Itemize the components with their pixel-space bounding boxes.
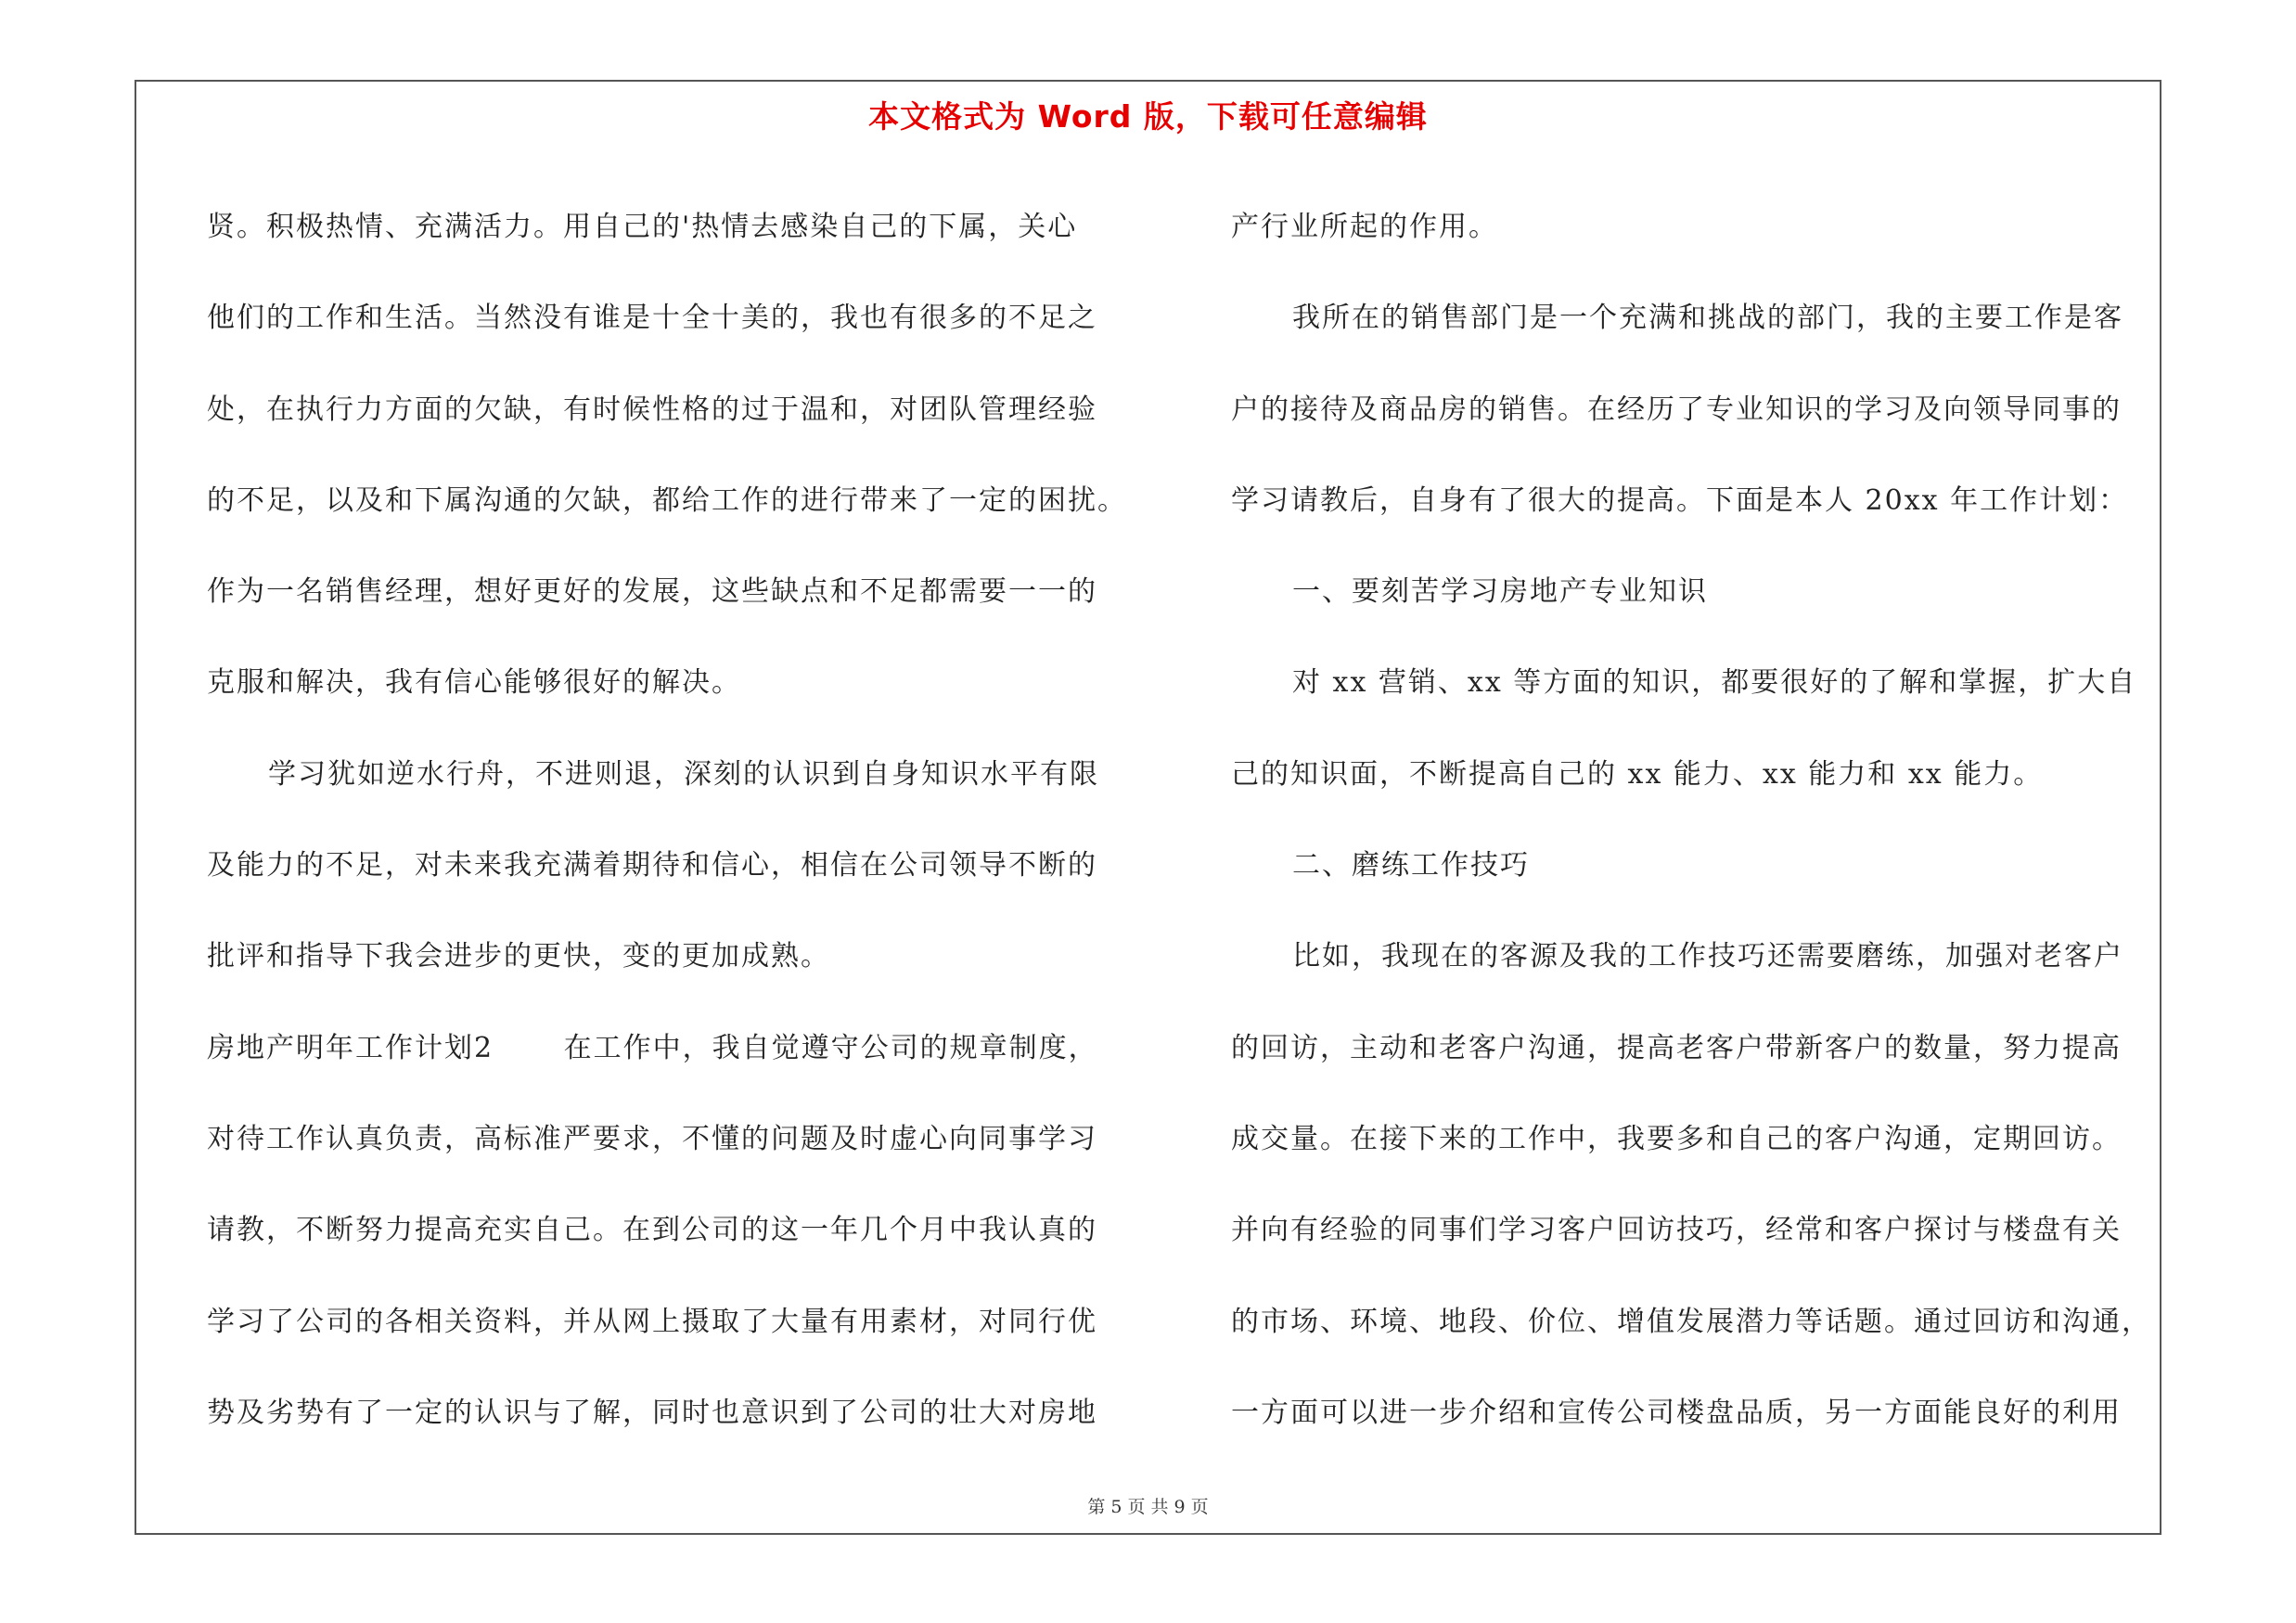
section-heading-line: 一、要刻苦学习房地产专业知识 [1292,575,1708,609]
paragraph-line: 贤。积极热情、充满活力。用自己的'热情去感染自己的下属，关心 [207,211,1078,243]
paragraph-line: 请教，不断努力提高充实自己。在到公司的这一年几个月中我认真的 [207,1214,1097,1247]
paragraph-line: 产行业所起的作用。 [1231,211,1498,243]
section-heading-line: 房地产明年工作计划2 在工作中，我自觉遵守公司的规章制度， [207,1031,1098,1064]
paragraph-line: 学习犹如逆水行舟，不进则退，深刻的认识到自身知识水平有限 [268,757,1099,791]
paragraph-line: 比如，我现在的客源及我的工作技巧还需要磨练，加强对老客户 [1292,940,2123,973]
paragraph-line: 成交量。在接下来的工作中，我要多和自己的客户沟通，定期回访。 [1231,1122,2122,1155]
page-number-footer: 第 5 页 共 9 页 [1087,1497,1209,1517]
paragraph-line: 我所在的销售部门是一个充满和挑战的部门，我的主要工作是客 [1292,302,2123,335]
paragraph-line: 学习了公司的各相关资料，并从网上摄取了大量有用素材，对同行优 [207,1305,1097,1338]
paragraph-line: 处，在执行力方面的欠缺，有时候性格的过于温和，对团队管理经验 [207,393,1097,426]
paragraph-line: 己的知识面，不断提高自己的 xx 能力、xx 能力和 xx 能力。 [1231,757,2044,791]
paragraph-line: 批评和指导下我会进步的更快，变的更加成熟。 [207,940,830,973]
paragraph-line: 势及劣势有了一定的认识与了解，同时也意识到了公司的壮大对房地 [207,1396,1097,1429]
right-text-column [1231,182,2173,1459]
paragraph-line: 对待工作认真负责，高标准严要求，不懂的问题及时虚心向同事学习 [207,1122,1097,1155]
paragraph-line: 的不足，以及和下属沟通的欠缺，都给工作的进行带来了一定的困扰。 [207,483,1127,517]
paragraph-line: 并向有经验的同事们学习客户回访技巧，经常和客户探讨与楼盘有关 [1231,1214,2122,1247]
left-text-column [207,182,1153,1459]
paragraph-line: 户的接待及商品房的销售。在经历了专业知识的学习及向领导同事的 [1231,393,2122,426]
paragraph-line: 的市场、环境、地段、价位、增值发展潜力等话题。通过回访和沟通， [1231,1305,2151,1338]
paragraph-line: 他们的工作和生活。当然没有谁是十全十美的，我也有很多的不足之 [207,302,1097,335]
format-banner: 本文格式为 Word 版，下载可任意编辑 [868,98,1428,135]
paragraph-line: 学习请教后，自身有了很大的提高。下面是本人 20xx 年工作计划： [1231,483,2129,517]
paragraph-line: 作为一名销售经理，想好更好的发展，这些缺点和不足都需要一一的 [207,575,1097,609]
paragraph-line: 对 xx 营销、xx 等方面的知识，都要很好的了解和掌握，扩大自 [1292,666,2137,700]
paragraph-line: 克服和解决，我有信心能够很好的解决。 [207,666,741,700]
paragraph-line: 及能力的不足，对未来我充满着期待和信心，相信在公司领导不断的 [207,849,1097,882]
section-heading-line: 二、磨练工作技巧 [1292,849,1530,882]
paragraph-line: 一方面可以进一步介绍和宣传公司楼盘品质，另一方面能良好的利用 [1231,1396,2122,1429]
paragraph-line: 的回访，主动和老客户沟通，提高老客户带新客户的数量，努力提高 [1231,1031,2122,1064]
